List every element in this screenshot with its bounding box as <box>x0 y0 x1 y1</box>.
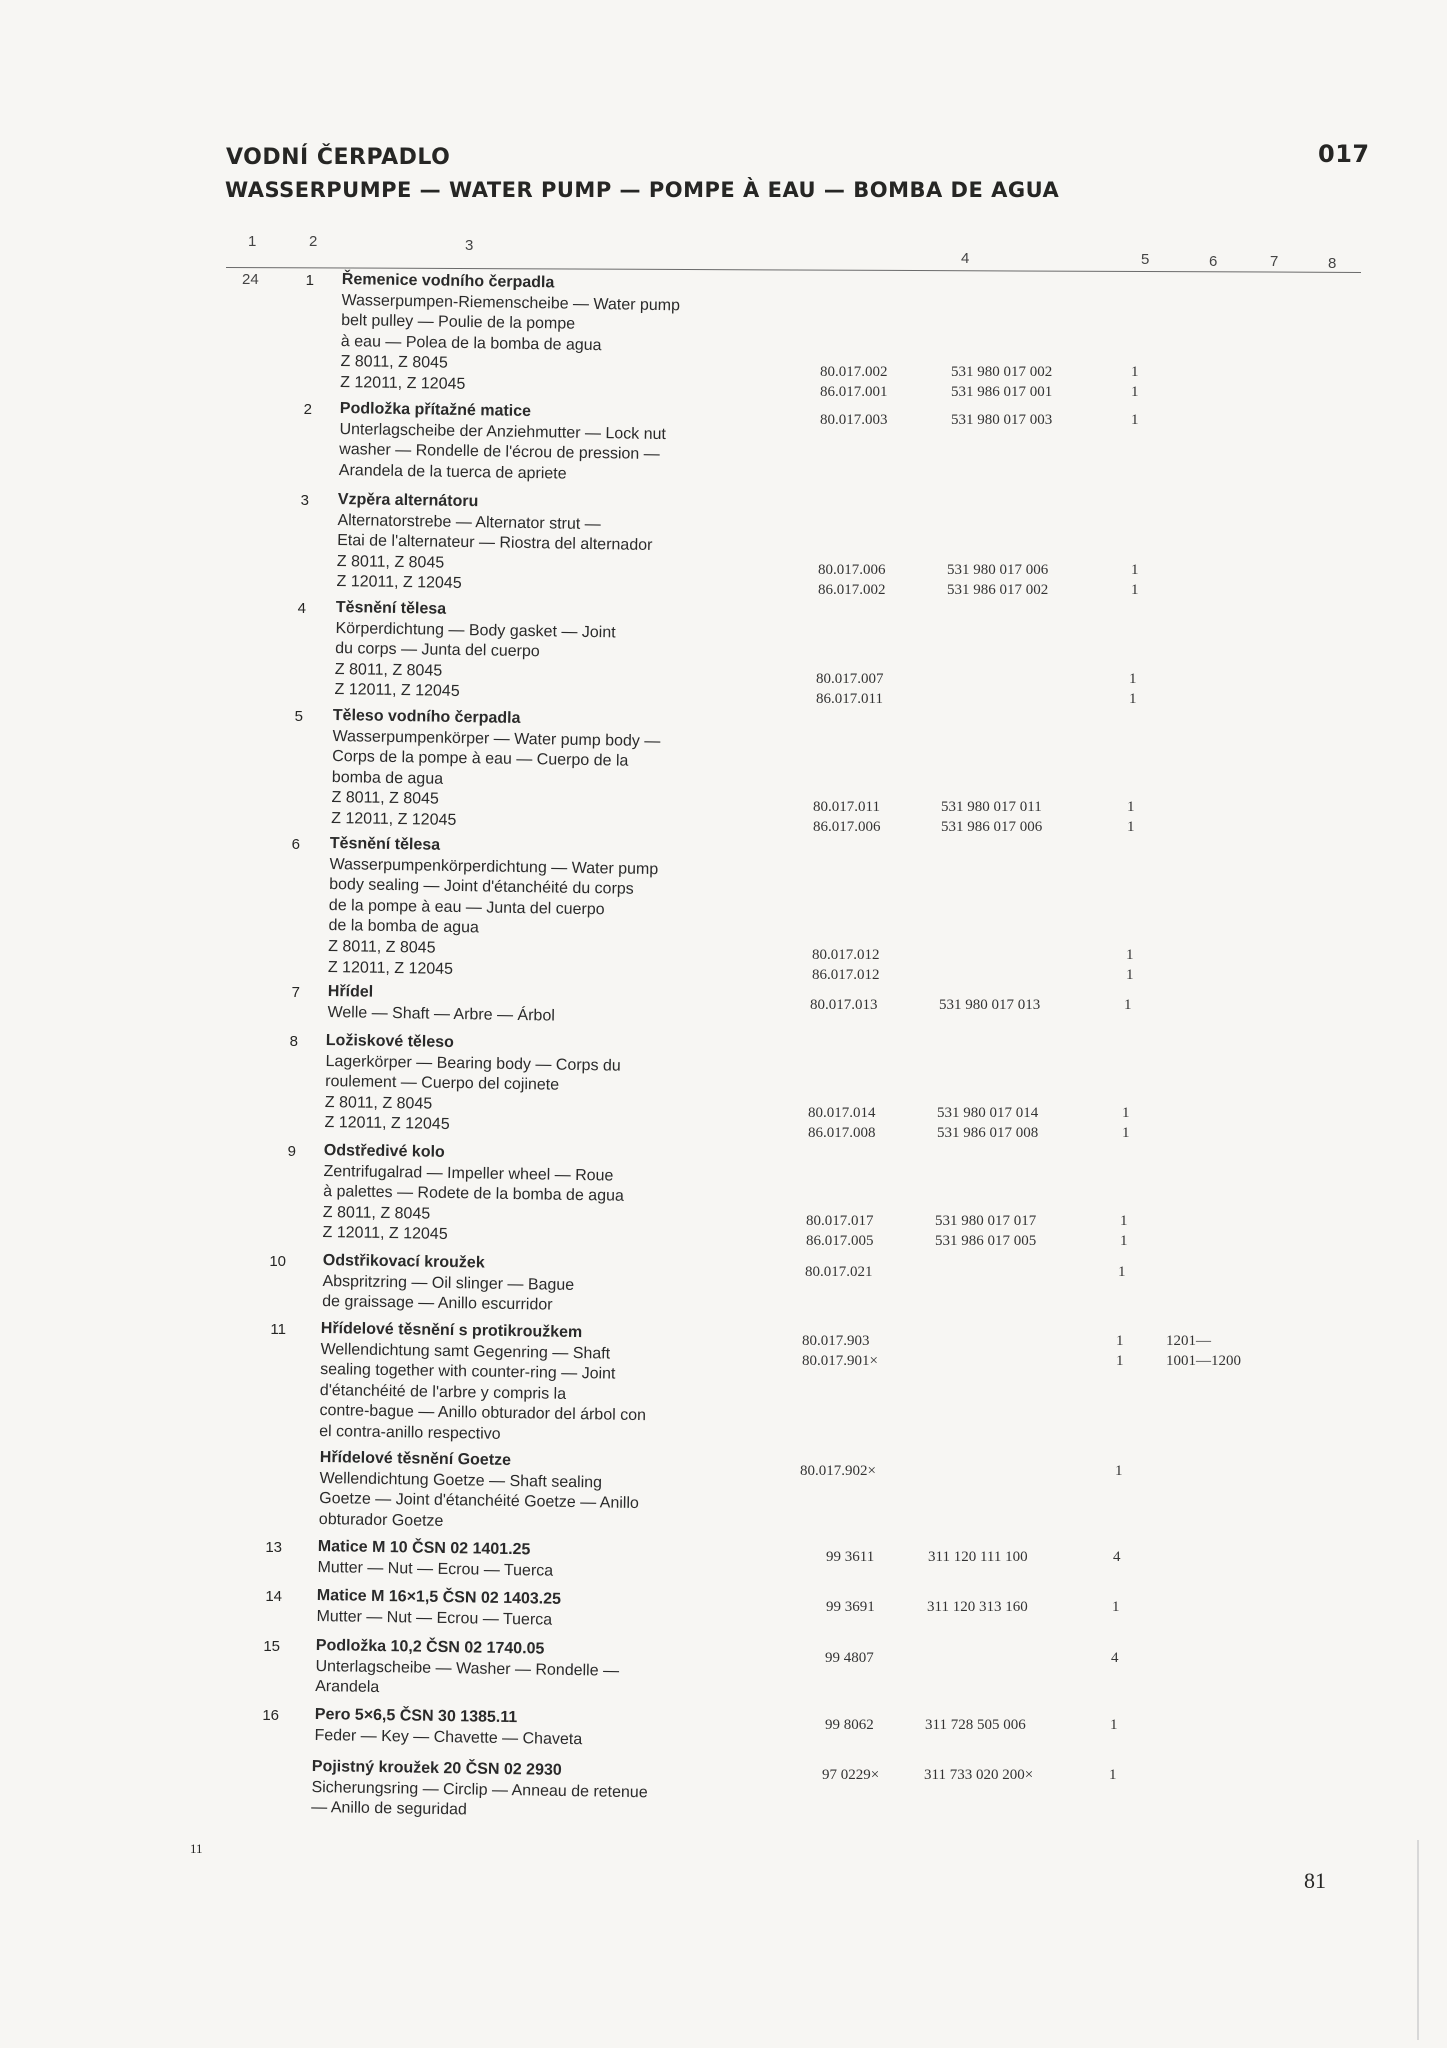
part-catalog-number: 99 4807 <box>825 1650 874 1666</box>
part-quantity-cell <box>1120 1211 1128 1251</box>
part-quantity-cell <box>1129 669 1137 709</box>
part-name-translation: Corps de la pompe à eau — Cuerpo de la <box>332 748 629 770</box>
part-name-translation: sealing together with counter-ring — Joint <box>320 1361 616 1383</box>
part-quantity-cell <box>1115 1461 1123 1481</box>
part-catalog-number: 86.017.005 <box>806 1233 874 1249</box>
part-quantity-cell <box>1113 1547 1121 1567</box>
part-name-translation: Unterlagscheibe der Anziehmutter — Lock nut <box>339 420 667 443</box>
part-name-translation: Z 12011, Z 12045 <box>322 1224 448 1244</box>
part-quantity-cell <box>1112 1597 1120 1617</box>
part-position-number: 15 <box>263 1638 280 1655</box>
part-name-translation: Z 8011, Z 8045 <box>334 660 443 680</box>
part-name-translation: Z 12011, Z 12045 <box>327 958 454 978</box>
part-quantity: 4 <box>1111 1650 1119 1666</box>
part-catalog-number-cell <box>806 1211 874 1251</box>
part-name-translation: el contra-anillo respectivo <box>319 1422 501 1443</box>
part-name-cz: Těsnění tělesa <box>335 598 447 618</box>
part-order-number-cell <box>935 1211 1036 1251</box>
part-catalog-number: 86.017.006 <box>813 819 881 835</box>
part-position-number: 7 <box>291 984 300 1001</box>
part-name-translation: Z 8011, Z 8045 <box>336 552 445 572</box>
part-name-cz: Hřídelové těsnění Goetze <box>319 1448 512 1470</box>
part-name-translation: Körperdichtung — Body gasket — Joint <box>335 619 616 641</box>
part-catalog-number-cell <box>800 1461 876 1481</box>
part-quantity: 1 <box>1129 691 1137 707</box>
part-order-number-cell <box>928 1547 1028 1567</box>
part-position-number: 1 <box>305 272 314 289</box>
part-order-number-cell <box>927 1597 1028 1617</box>
part-quantity: 1 <box>1116 1353 1124 1369</box>
part-quantity: 1 <box>1131 364 1139 380</box>
part-quantity: 1 <box>1116 1333 1124 1349</box>
part-quantity: 1 <box>1126 947 1134 963</box>
part-name-translation: Wasserpumpenkörper — Water pump body — <box>332 727 661 750</box>
part-order-number: 531 980 017 003 <box>951 412 1053 428</box>
page-number: 81 <box>1304 1868 1326 1893</box>
part-quantity: 1 <box>1131 384 1139 400</box>
part-order-number-cell <box>937 1103 1038 1143</box>
column-number-3: 3 <box>465 237 474 254</box>
part-name-translation: Wasserpumpenkörperdichtung — Water pump <box>329 855 659 878</box>
scan-edge-line <box>1417 1840 1419 2040</box>
part-name-translation: Welle — Shaft — Arbre — Árbol <box>327 1003 555 1025</box>
part-name-translation: Abspritzring — Oil slinger — Bague <box>322 1272 575 1294</box>
page-title: VODNÍ ČERPADLO <box>226 145 451 170</box>
part-name-translation: washer — Rondelle de l'écrou de pression — <box>339 441 660 464</box>
part-catalog-number: 80.017.011 <box>813 799 880 815</box>
part-description <box>316 1586 561 1631</box>
part-description <box>327 982 555 1027</box>
part-order-number: 531 986 017 006 <box>941 819 1043 835</box>
part-catalog-number: 80.017.003 <box>820 412 888 428</box>
part-quantity: 1 <box>1126 967 1134 983</box>
part-catalog-number-cell <box>818 560 886 600</box>
part-quantity-cell <box>1131 362 1139 402</box>
part-name-cz: Hřídelové těsnění s protikroužkem <box>320 1319 583 1342</box>
part-catalog-number: 80.017.021 <box>805 1264 873 1280</box>
part-catalog-number: 80.017.014 <box>808 1105 876 1121</box>
part-name-translation: Z 8011, Z 8045 <box>324 1093 433 1113</box>
part-name-cz: Vzpěra alternátoru <box>337 490 479 511</box>
part-name-translation: Unterlagscheibe — Washer — Rondelle — <box>315 1657 620 1680</box>
part-position-number: 9 <box>287 1143 296 1160</box>
part-catalog-number: 80.017.017 <box>806 1213 874 1229</box>
part-order-number: 311 728 505 006 <box>925 1717 1026 1733</box>
part-name-translation: Arandela <box>315 1678 380 1697</box>
part-name-translation: Etai de l'alternateur — Riostra del alternador <box>337 532 653 555</box>
part-name-cz: Ložiskové těleso <box>325 1031 455 1052</box>
column-number-5: 5 <box>1141 251 1150 268</box>
part-quantity: 1 <box>1120 1233 1128 1249</box>
part-order-number: 531 980 017 011 <box>941 799 1042 815</box>
part-name-translation: Goetze — Joint d'étanchéité Goetze — Anillo <box>319 1490 639 1513</box>
part-name-translation: Alternatorstrebe — Alternator strut — <box>337 511 601 533</box>
part-name-cz: Pero 5×6,5 ČSN 30 1385.11 <box>314 1705 518 1727</box>
column-number-8: 8 <box>1328 255 1337 272</box>
part-name-translation: Z 12011, Z 12045 <box>334 681 460 701</box>
part-name-translation: Lagerkörper — Bearing body — Corps du <box>325 1052 621 1075</box>
part-name-translation: Sicherungsring — Circlip — Anneau de retenue <box>311 1778 648 1801</box>
part-quantity: 1 <box>1131 582 1139 598</box>
part-name-translation: Feder — Key — Chavette — Chaveta <box>314 1726 583 1748</box>
part-name-cz: Těleso vodního čerpadla <box>332 706 521 727</box>
part-name-cz: Hřídel <box>327 982 374 1001</box>
part-name-cz: Těsnění tělesa <box>329 834 441 854</box>
part-catalog-number: 86.017.001 <box>820 384 888 400</box>
part-description <box>319 1448 640 1535</box>
part-position-number: 11 <box>270 1321 286 1338</box>
part-order-number-cell <box>925 1715 1026 1735</box>
part-name-translation: Wasserpumpen-Riemenscheibe — Water pump <box>341 291 681 314</box>
part-order-number: 531 980 017 006 <box>947 562 1049 578</box>
part-description <box>328 834 659 983</box>
part-catalog-number-cell <box>805 1262 873 1282</box>
part-order-number: 531 980 017 002 <box>951 364 1053 380</box>
part-name-translation: Z 8011, Z 8045 <box>331 789 440 809</box>
part-order-number: 531 980 017 014 <box>937 1105 1039 1121</box>
part-position-number: 4 <box>297 600 306 617</box>
part-description <box>336 490 653 598</box>
part-name-translation: Wellendichtung samt Gegenring — Shaft <box>320 1340 611 1363</box>
part-name-translation: Z 8011, Z 8045 <box>322 1203 431 1223</box>
part-name-translation: bomba de agua <box>331 768 444 788</box>
part-name-translation: roulement — Cuerpo del cojinete <box>325 1073 560 1094</box>
part-quantity-cell <box>1131 410 1139 430</box>
part-description <box>322 1141 624 1249</box>
part-order-number-cell <box>951 362 1052 402</box>
part-quantity-cell <box>1111 1648 1119 1668</box>
part-name-cz: Podložka přítažné matice <box>339 399 532 421</box>
part-name-translation: d'étanchéité de l'arbre y compris la <box>319 1381 567 1403</box>
part-quantity: 1 <box>1118 1264 1126 1280</box>
part-catalog-number-cell <box>825 1648 874 1668</box>
part-name-translation: du corps — Junta del cuerpo <box>335 640 540 661</box>
part-catalog-number-cell <box>812 945 880 985</box>
part-quantity: 1 <box>1115 1463 1123 1479</box>
part-position-number: 3 <box>300 492 309 509</box>
group-number: 24 <box>242 271 259 288</box>
part-quantity-cell <box>1118 1262 1126 1282</box>
part-catalog-number: 80.017.007 <box>816 671 884 687</box>
part-position-number: 13 <box>265 1539 282 1556</box>
part-name-translation: à eau — Polea de la bomba de agua <box>340 332 602 354</box>
part-name-cz: Odstřikovací kroužek <box>322 1251 485 1272</box>
part-name-translation: Mutter — Nut — Ecrou — Tuerca <box>317 1558 554 1580</box>
column-number-1: 1 <box>248 233 257 250</box>
part-quantity: 1 <box>1120 1213 1128 1229</box>
part-order-number: 531 980 017 013 <box>939 997 1041 1013</box>
part-name-translation: — Anillo de seguridad <box>311 1799 467 1819</box>
part-description <box>340 270 680 399</box>
part-name-translation: Wellendichtung Goetze — Shaft sealing <box>319 1469 603 1492</box>
part-order-number: 531 986 017 001 <box>951 384 1053 400</box>
part-catalog-number-cell <box>813 797 881 837</box>
part-quantity: 1 <box>1124 997 1132 1013</box>
part-name-translation: Z 8011, Z 8045 <box>340 353 449 373</box>
part-quantity: 1 <box>1127 819 1135 835</box>
part-quantity-cell <box>1110 1715 1118 1735</box>
part-catalog-number-cell <box>826 1547 874 1567</box>
part-description <box>311 1757 648 1824</box>
part-name-translation: belt pulley — Poulie de la pompe <box>341 312 576 333</box>
part-quantity: 1 <box>1112 1599 1120 1615</box>
part-description <box>324 1031 621 1139</box>
part-quantity-cell <box>1131 560 1139 600</box>
part-catalog-number: 80.017.012 <box>812 947 880 963</box>
part-catalog-number: 86.017.012 <box>812 967 880 983</box>
part-catalog-number: 99 3691 <box>826 1599 875 1615</box>
part-quantity: 1 <box>1131 562 1139 578</box>
part-order-number-cell <box>947 560 1048 600</box>
part-position-number: 14 <box>265 1588 282 1605</box>
part-name-translation: à palettes — Rodete de la bomba de agua <box>323 1183 624 1205</box>
part-catalog-number: 86.017.011 <box>816 691 883 707</box>
part-catalog-number: 99 8062 <box>825 1717 874 1733</box>
part-order-number-cell <box>941 797 1042 837</box>
part-order-number: 531 986 017 005 <box>935 1233 1037 1249</box>
part-order-number-cell <box>924 1765 1033 1785</box>
part-position-number: 16 <box>262 1707 279 1724</box>
part-quantity: 1 <box>1122 1105 1130 1121</box>
part-catalog-number-cell <box>822 1765 879 1785</box>
part-name-cz: Matice M 16×1,5 ČSN 02 1403.25 <box>316 1586 562 1608</box>
part-quantity: 1 <box>1129 671 1137 687</box>
part-catalog-number-cell <box>802 1331 878 1371</box>
part-quantity: 4 <box>1113 1549 1121 1565</box>
part-quantity-cell <box>1126 945 1134 985</box>
part-catalog-number: 80.017.013 <box>810 997 878 1013</box>
part-name-translation: Mutter — Nut — Ecrou — Tuerca <box>316 1607 553 1629</box>
part-name-translation: Z 12011, Z 12045 <box>324 1114 450 1134</box>
part-catalog-number: 80.017.002 <box>820 364 888 380</box>
part-quantity-cell <box>1122 1103 1130 1143</box>
part-catalog-number: 86.017.002 <box>818 582 886 598</box>
part-quantity: 1 <box>1109 1767 1117 1783</box>
column-number-7: 7 <box>1270 253 1279 270</box>
part-name-translation: body sealing — Joint d'étanchéité du corps <box>329 876 634 898</box>
part-name-translation: obturador Goetze <box>318 1510 444 1530</box>
column-number-2: 2 <box>309 233 318 250</box>
part-position-number: 5 <box>294 708 303 725</box>
part-name-translation: de la bomba de agua <box>328 917 480 937</box>
part-catalog-number: 80.017.902× <box>800 1463 876 1479</box>
part-position-number: 8 <box>289 1033 298 1050</box>
part-position-number: 2 <box>303 401 312 418</box>
part-name-translation: Arandela de la tuerca de apriete <box>338 461 567 483</box>
part-quantity-cell <box>1127 797 1135 837</box>
part-description <box>339 399 667 486</box>
part-name-translation: Z 12011, Z 12045 <box>336 573 462 593</box>
part-quantity: 1 <box>1131 412 1139 428</box>
part-catalog-number: 80.017.903 <box>802 1333 870 1349</box>
part-catalog-number-cell <box>825 1715 874 1735</box>
part-description <box>317 1537 553 1582</box>
part-position-number: 10 <box>269 1253 286 1270</box>
part-catalog-number: 99 3611 <box>826 1549 875 1565</box>
part-quantity: 1 <box>1122 1125 1130 1141</box>
part-name-translation: de graissage — Anillo escurridor <box>322 1293 553 1314</box>
part-quantity: 1 <box>1110 1717 1118 1733</box>
part-catalog-number-cell <box>810 995 878 1015</box>
part-name-translation: contre-bague — Anillo obturador del árbol con <box>319 1402 647 1425</box>
page-subtitle: WASSERPUMPE — WATER PUMP — POMPE À EAU — BOMBA DE AGUA <box>225 178 1060 202</box>
part-quantity-cell <box>1124 995 1132 1015</box>
part-catalog-number: 80.017.006 <box>818 562 886 578</box>
part-serial-range: 1201— <box>1166 1333 1211 1349</box>
part-description <box>314 1705 582 1750</box>
column-number-6: 6 <box>1209 253 1218 270</box>
column-number-4: 4 <box>961 250 970 267</box>
part-description <box>331 706 661 835</box>
part-name-cz: Matice M 10 ČSN 02 1401.25 <box>317 1537 531 1559</box>
part-order-number-cell <box>939 995 1040 1015</box>
part-catalog-number-cell <box>816 669 884 709</box>
part-position-number: 6 <box>291 836 300 853</box>
part-name-cz: Odstředivé kolo <box>323 1141 445 1161</box>
part-serial-range-cell <box>1166 1331 1241 1371</box>
part-order-number: 531 986 017 002 <box>947 582 1049 598</box>
section-code: 017 <box>1318 140 1370 168</box>
part-catalog-number-cell <box>826 1597 875 1617</box>
part-catalog-number: 86.017.008 <box>808 1125 876 1141</box>
part-order-number: 311 120 111 100 <box>928 1549 1028 1565</box>
part-order-number: 311 733 020 200× <box>924 1767 1034 1783</box>
part-name-translation: Zentrifugalrad — Impeller wheel — Roue <box>323 1162 614 1185</box>
part-serial-range: 1001—1200 <box>1166 1353 1241 1369</box>
part-name-translation: de la pompe à eau — Junta del cuerpo <box>328 896 605 919</box>
part-name-cz: Pojistný kroužek 20 ČSN 02 2930 <box>311 1757 562 1779</box>
part-order-number: 531 980 017 017 <box>935 1213 1037 1229</box>
part-catalog-number-cell <box>808 1103 876 1143</box>
part-order-number-cell <box>951 410 1052 430</box>
part-catalog-number-cell <box>820 410 888 430</box>
part-catalog-number: 97 0229× <box>822 1767 880 1783</box>
part-description <box>315 1636 619 1703</box>
part-quantity: 1 <box>1127 799 1135 815</box>
part-quantity-cell <box>1109 1765 1117 1785</box>
part-catalog-number-cell <box>820 362 888 402</box>
part-quantity-cell <box>1116 1331 1124 1371</box>
part-name-cz: Řemenice vodního čerpadla <box>341 270 555 292</box>
part-order-number: 311 120 313 160 <box>927 1599 1028 1615</box>
part-catalog-number: 80.017.901× <box>802 1353 878 1369</box>
part-name-translation: Z 12011, Z 12045 <box>340 373 466 393</box>
part-description <box>334 598 616 705</box>
part-name-translation: Z 8011, Z 8045 <box>328 937 436 957</box>
part-name-translation: Z 12011, Z 12045 <box>331 809 457 829</box>
part-description <box>319 1319 647 1448</box>
part-order-number: 531 986 017 008 <box>937 1125 1039 1141</box>
part-name-cz: Podložka 10,2 ČSN 02 1740.05 <box>315 1636 545 1658</box>
part-description <box>322 1251 575 1317</box>
footer-mark: 11 <box>190 1841 203 1856</box>
